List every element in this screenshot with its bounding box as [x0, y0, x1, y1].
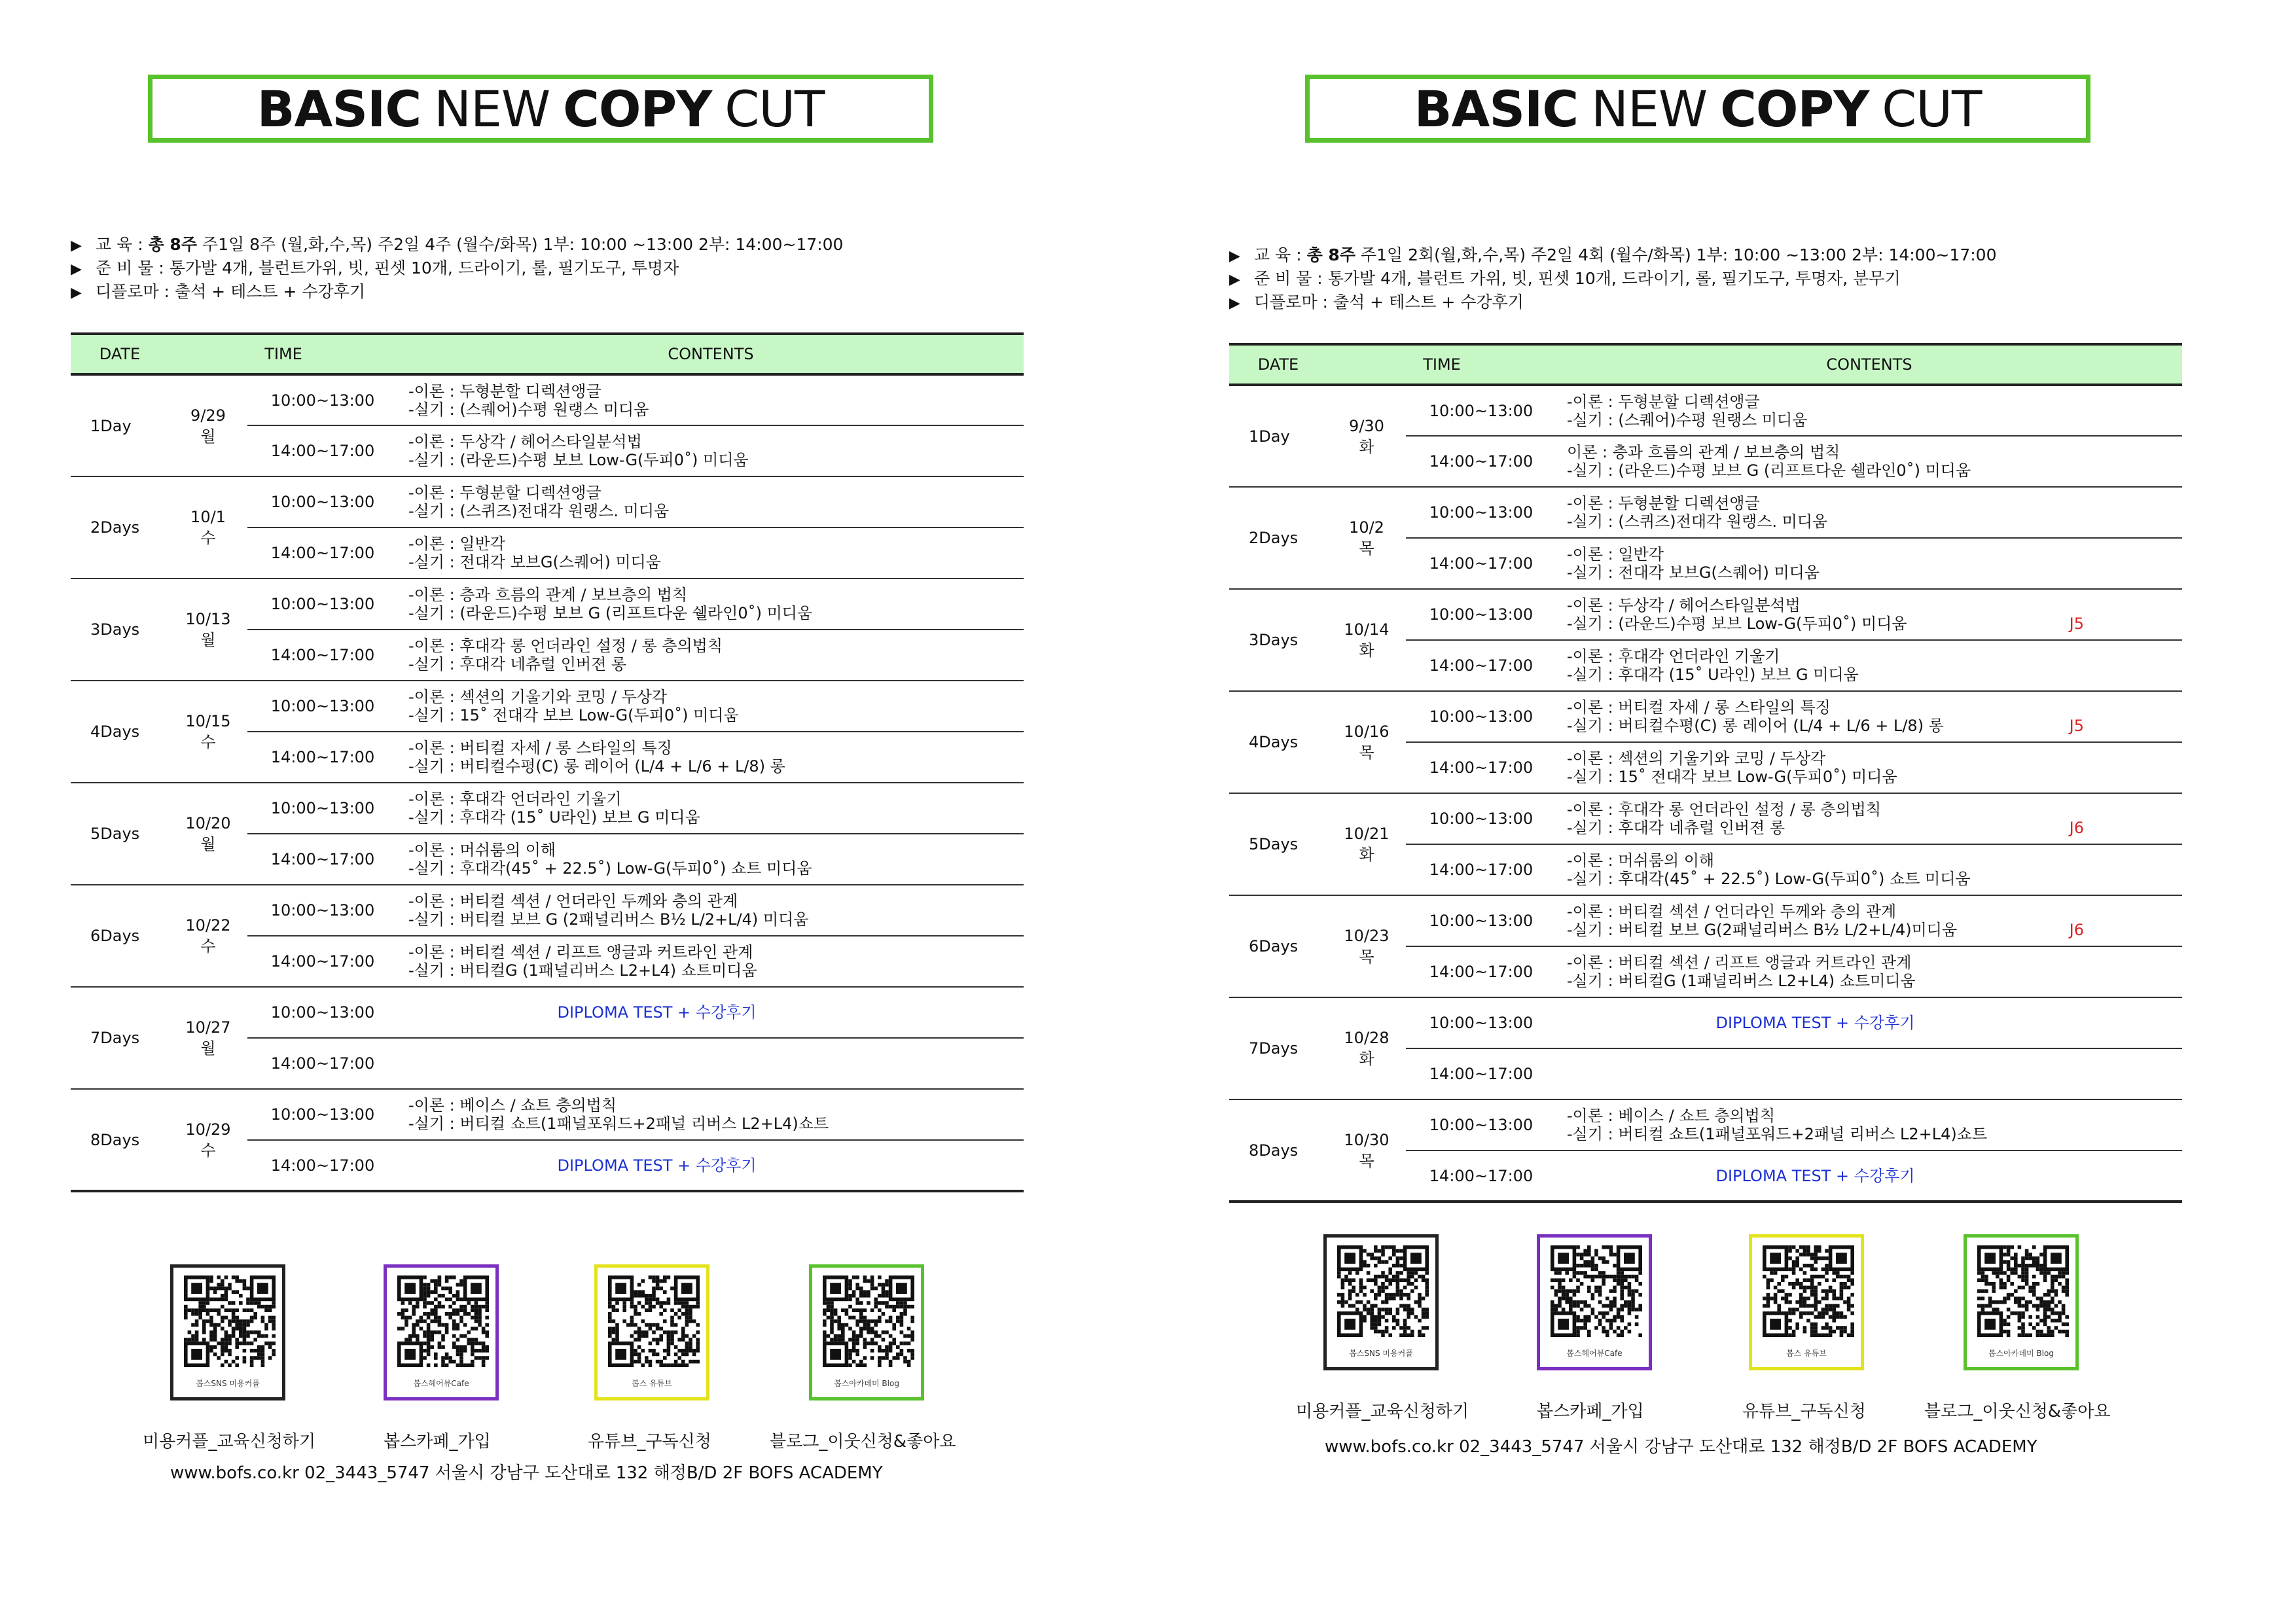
day-date: [169, 987, 247, 1089]
day-date: [169, 681, 247, 783]
weekday: 월: [200, 427, 216, 446]
day-date: [1327, 487, 1406, 589]
session-content: [398, 987, 1024, 1038]
info-line: ▶ 교 육 : 총 8주 주1일 2회(월,화,수,목) 주2일 4회 (월수/화목) 1부: 10:00 ~13:00 2부: 14:00~17:00: [1229, 243, 2211, 267]
session-time: 10:00~13:00: [1406, 691, 1556, 742]
session-content: [1556, 844, 2182, 895]
session-time: 10:00~13:00: [1406, 1099, 1556, 1150]
day-name: 6Days: [1229, 895, 1327, 997]
title-word: BASIC: [1414, 79, 1579, 138]
day-date: [1327, 691, 1406, 793]
content-line: -이론 : 두형분할 디렉션앵글: [408, 382, 601, 401]
day-date: [169, 1089, 247, 1191]
course-info: [71, 233, 1052, 304]
content-line: -이론 : 버티컬 섹션 / 언더라인 두께와 층의 관계: [408, 892, 738, 910]
content-line: -이론 : 일반각: [408, 535, 505, 553]
table-row: [71, 681, 1024, 732]
session-content: [1556, 793, 2182, 844]
session-content: [398, 783, 1024, 834]
header-time: TIME: [1327, 344, 1556, 385]
weekday: 화: [1359, 641, 1374, 660]
info-label: 준 비 물: [96, 259, 154, 277]
session-time: 14:00~17:00: [1406, 538, 1556, 589]
page-title: [1305, 75, 2090, 143]
info-line: ▶ 디플로마 : 출석 + 테스트 + 수강후기: [71, 280, 1052, 304]
content-line: -실기 : (스퀘어)수평 원랭스 미디움: [408, 400, 649, 419]
session-time: 10:00~13:00: [1406, 997, 1556, 1048]
content-line: -이론 : 두형분할 디렉션앵글: [408, 484, 601, 502]
qr-code-card[interactable]: [384, 1264, 499, 1400]
content-line: -실기 : 전대각 보브G(스퀘어) 미디움: [408, 553, 661, 571]
session-content: [1556, 640, 2182, 691]
content-line: -이론 : 섹션의 기울기와 코밍 / 두상각: [408, 688, 668, 706]
session-time: 14:00~17:00: [247, 834, 398, 885]
date-value: 10/14: [1344, 620, 1390, 639]
day-name: 1Day: [1229, 385, 1327, 487]
level-tag: J5: [2069, 615, 2085, 633]
session-content: [398, 1089, 1024, 1140]
title-word: BASIC: [257, 79, 422, 138]
content-line: -이론 : 섹션의 기울기와 코밍 / 두상각: [1567, 749, 1826, 768]
date-value: 10/28: [1344, 1029, 1390, 1047]
qr-caption: 봅스아카데미 Blog: [834, 1379, 899, 1388]
table-row: [1229, 589, 2182, 640]
session-content: [1556, 538, 2182, 589]
weekday: 목: [1359, 743, 1374, 762]
title-word: COPY: [563, 79, 712, 138]
session-content: [398, 834, 1024, 885]
day-date: [169, 885, 247, 987]
content-line: -실기 : 후대각 네츄럴 인버젼 롱: [1567, 819, 1785, 837]
day-name: 2Days: [1229, 487, 1327, 589]
content-line: 이론 : 층과 흐름의 관계 / 보브층의 법칙: [1567, 443, 1840, 461]
day-name: 4Days: [71, 681, 169, 783]
table-row: [1229, 895, 2182, 946]
qr-code-card[interactable]: [594, 1264, 709, 1400]
session-content: [1556, 1150, 2182, 1202]
content-line: -이론 : 두형분할 디렉션앵글: [1567, 494, 1760, 512]
session-time: 10:00~13:00: [1406, 385, 1556, 436]
table-row: [71, 476, 1024, 527]
day-date: [1327, 895, 1406, 997]
date-value: 9/29: [190, 406, 226, 425]
header-time: TIME: [169, 334, 398, 374]
date-value: 10/2: [1349, 518, 1384, 537]
content-line: -실기 : 버티컬G (1패널리버스 L2+L4) 쇼트미디움: [408, 961, 757, 980]
info-label: 교 육: [96, 235, 133, 254]
info-label: 교 육: [1254, 245, 1291, 264]
title-word: NEW: [434, 79, 550, 138]
qr-link-label[interactable]: 블로그_이웃신청&좋아요: [770, 1432, 956, 1452]
qr-code-icon: [608, 1275, 700, 1367]
session-content: [398, 732, 1024, 783]
header-date: DATE: [1229, 344, 1327, 385]
content-line: -이론 : 머쉬룸의 이해: [408, 841, 556, 859]
session-time: 14:00~17:00: [1406, 1150, 1556, 1202]
qr-code-icon: [184, 1275, 276, 1367]
day-name: 1Day: [71, 374, 169, 476]
weekday: 수: [200, 937, 216, 955]
info-bold: 총 8주: [148, 235, 197, 254]
schedule-page-right: [1148, 0, 2296, 1623]
content-line: -실기 : 후대각 (15˚ U라인) 보브 G 미디움: [1567, 666, 1859, 684]
session-content: [398, 630, 1024, 681]
content-line: -실기 : 전대각 보브G(스퀘어) 미디움: [1567, 563, 1820, 582]
table-row: [71, 885, 1024, 936]
weekday: 목: [1359, 1151, 1374, 1170]
qr-link-label[interactable]: 유튜브_구독신청: [588, 1432, 711, 1452]
content-line: -실기 : 버티컬G (1패널리버스 L2+L4) 쇼트미디움: [1567, 972, 1916, 990]
session-time: 10:00~13:00: [247, 374, 398, 425]
session-time: 14:00~17:00: [1406, 436, 1556, 487]
diploma-test-label: DIPLOMA TEST + 수강후기: [557, 1003, 757, 1022]
weekday: 목: [1359, 948, 1374, 966]
session-time: 10:00~13:00: [247, 987, 398, 1038]
content-line: -실기 : (스퀴즈)전대각 원랭스. 미디움: [408, 502, 670, 520]
qr-link-label[interactable]: 미용커플_교육신청하기: [143, 1432, 316, 1452]
date-value: 10/23: [1344, 927, 1390, 945]
day-name: 5Days: [71, 783, 169, 885]
session-content: [1556, 742, 2182, 793]
session-time: 10:00~13:00: [247, 476, 398, 527]
content-line: -실기 : (스퀴즈)전대각 원랭스. 미디움: [1567, 512, 1828, 531]
qr-code-icon: [1763, 1245, 1854, 1337]
level-tag: J6: [2069, 921, 2085, 939]
day-date: [1327, 589, 1406, 691]
content-line: -이론 : 후대각 언더라인 기울기: [1567, 647, 1780, 666]
bullet-arrow-icon: ▶: [1229, 248, 1240, 264]
info-line: ▶ 교 육 : 총 8주 주1일 8주 (월,화,수,목) 주2일 4주 (월수/화목) 1부: 10:00 ~13:00 2부: 14:00~17:00: [71, 233, 1052, 257]
day-date: [169, 374, 247, 476]
day-name: 7Days: [1229, 997, 1327, 1099]
weekday: 화: [1359, 437, 1374, 456]
content-line: -실기 : 버티컬 보브 G(2패널리버스 B½ L/2+L/4)미디움: [1567, 921, 1958, 939]
session-content: [398, 476, 1024, 527]
bullet-arrow-icon: ▶: [71, 285, 82, 301]
session-content: [1556, 487, 2182, 538]
table-row: [1229, 793, 2182, 844]
footer-contact: www.bofs.co.kr 02_3443_5747 서울시 강남구 도산대로 132 해정B/D 2F BOFS ACADEMY: [170, 1463, 883, 1483]
session-content: [1556, 691, 2182, 742]
table-row: [1229, 487, 2182, 538]
weekday: 월: [200, 1039, 216, 1058]
info-text: 출석 + 테스트 + 수강후기: [1333, 293, 1524, 312]
session-time: 10:00~13:00: [247, 681, 398, 732]
content-line: -실기 : 15˚ 전대각 보브 Low-G(두피0˚) 미디움: [1567, 768, 1897, 786]
content-line: -실기 : 후대각(45˚ + 22.5˚) Low-G(두피0˚) 쇼트 미디움: [408, 859, 812, 878]
header-date: DATE: [71, 334, 169, 374]
info-line: ▶ 디플로마 : 출석 + 테스트 + 수강후기: [1229, 291, 2211, 314]
date-value: 10/22: [185, 916, 231, 935]
day-name: 8Days: [71, 1089, 169, 1191]
day-date: [1327, 1099, 1406, 1202]
session-content: [1556, 385, 2182, 436]
session-time: 14:00~17:00: [1406, 946, 1556, 997]
qr-code-card[interactable]: [809, 1264, 924, 1400]
qr-code-icon: [1551, 1245, 1642, 1337]
content-line: -이론 : 후대각 언더라인 기울기: [408, 790, 622, 808]
bullet-arrow-icon: ▶: [71, 238, 82, 254]
course-info: [1229, 243, 2211, 314]
info-text: 통가발 4개, 블런트가위, 빗, 핀셋 10개, 드라이기, 롤, 필기도구, 투명자: [169, 259, 679, 277]
qr-link-label[interactable]: 봅스카페_가입: [1537, 1402, 1644, 1421]
weekday: 화: [1359, 846, 1374, 864]
session-time: 10:00~13:00: [247, 579, 398, 630]
day-name: 5Days: [1229, 793, 1327, 895]
weekday: 월: [200, 835, 216, 853]
qr-code-icon: [1337, 1245, 1429, 1337]
session-time: 14:00~17:00: [1406, 640, 1556, 691]
title-word: NEW: [1591, 79, 1708, 138]
session-time: 10:00~13:00: [247, 1089, 398, 1140]
content-line: -이론 : 두상각 / 헤어스타일분석법: [408, 433, 642, 451]
date-value: 9/30: [1349, 416, 1384, 435]
date-value: 10/16: [1344, 722, 1390, 741]
session-time: 10:00~13:00: [247, 885, 398, 936]
level-tag: J6: [2069, 819, 2085, 837]
day-date: [169, 579, 247, 681]
table-row: [1229, 1099, 2182, 1150]
diploma-test-label: DIPLOMA TEST + 수강후기: [1715, 1014, 1915, 1032]
date-value: 10/29: [185, 1120, 231, 1139]
content-line: -실기 : (라운드)수평 보브 G (리프트다운 쉘라인0˚) 미디움: [1567, 461, 1971, 480]
content-line: -이론 : 두상각 / 헤어스타일분석법: [1567, 596, 1801, 615]
content-line: -실기 : 버티컬수평(C) 롱 레이어 (L/4 + L/6 + L/8) 롱: [1567, 717, 1944, 735]
qr-caption: 봅스 유튜브: [1786, 1349, 1827, 1358]
day-name: 7Days: [71, 987, 169, 1089]
session-content: [1556, 1099, 2182, 1150]
bullet-arrow-icon: ▶: [71, 261, 82, 277]
day-date: [1327, 793, 1406, 895]
session-time: 14:00~17:00: [247, 936, 398, 987]
info-text: 출석 + 테스트 + 수강후기: [174, 282, 365, 301]
content-line: -이론 : 머쉬룸의 이해: [1567, 851, 1715, 870]
schedule-table: [71, 332, 1024, 1192]
header-contents: CONTENTS: [398, 334, 1024, 374]
table-row: [71, 374, 1024, 425]
session-content: [398, 579, 1024, 630]
table-row: [1229, 997, 2182, 1048]
qr-caption: 봅스 유튜브: [632, 1379, 672, 1388]
weekday: 월: [200, 631, 216, 649]
day-date: [169, 476, 247, 579]
day-date: [1327, 385, 1406, 487]
day-name: 4Days: [1229, 691, 1327, 793]
content-line: -이론 : 버티컬 자세 / 롱 스타일의 특징: [408, 739, 672, 757]
day-name: 6Days: [71, 885, 169, 987]
session-content: [398, 425, 1024, 476]
weekday: 수: [200, 1141, 216, 1160]
table-row: [1229, 385, 2182, 436]
bullet-arrow-icon: ▶: [1229, 295, 1240, 312]
session-time: 14:00~17:00: [1406, 742, 1556, 793]
qr-caption: 봅스헤어뷰Cafe: [413, 1379, 469, 1388]
diploma-test-label: DIPLOMA TEST + 수강후기: [1715, 1166, 1915, 1185]
content-line: -이론 : 층과 흐름의 관계 / 보브층의 법칙: [408, 586, 688, 604]
session-time: 10:00~13:00: [247, 783, 398, 834]
weekday: 화: [1359, 1050, 1374, 1068]
content-line: -실기 : 15˚ 전대각 보브 Low-G(두피0˚) 미디움: [408, 706, 739, 724]
level-tag: J5: [2069, 717, 2085, 735]
date-value: 10/15: [185, 712, 231, 730]
content-line: -실기 : 버티컬 보브 G (2패널리버스 B½ L/2+L/4) 미디움: [408, 910, 809, 929]
session-time: 14:00~17:00: [247, 527, 398, 579]
info-text: 주1일 2회(월,화,수,목) 주2일 4회 (월수/화목) 1부: 10:00 ~13:00 2부: 14:00~17:00: [1355, 245, 1997, 264]
schedule-table: [1229, 343, 2182, 1203]
session-content: [1556, 997, 2182, 1048]
day-date: [169, 783, 247, 885]
session-content: [1556, 436, 2182, 487]
qr-code-card[interactable]: [1537, 1234, 1652, 1370]
qr-caption: 봅스아카데미 Blog: [1988, 1349, 2054, 1358]
info-label: 디플로마: [96, 282, 159, 301]
content-line: -실기 : 버티컬 쇼트(1패널포워드+2패널 리버스 L2+L4)쇼트: [1567, 1125, 1988, 1143]
session-content: [1556, 589, 2182, 640]
content-line: -이론 : 후대각 롱 언더라인 설정 / 롱 층의법칙: [408, 637, 723, 655]
session-time: 14:00~17:00: [247, 425, 398, 476]
session-time: 10:00~13:00: [1406, 487, 1556, 538]
content-line: -실기 : 버티컬수평(C) 롱 레이어 (L/4 + L/6 + L/8) 롱: [408, 757, 785, 776]
session-time: 14:00~17:00: [1406, 844, 1556, 895]
content-line: -실기 : (스퀘어)수평 원랭스 미디움: [1567, 410, 1808, 429]
table-row: [1229, 691, 2182, 742]
qr-link-label[interactable]: 봅스카페_가입: [384, 1432, 491, 1452]
content-line: -이론 : 베이스 / 쇼트 층의법칙: [1567, 1107, 1776, 1125]
table-row: [71, 579, 1024, 630]
session-time: 14:00~17:00: [247, 630, 398, 681]
content-line: -이론 : 일반각: [1567, 545, 1664, 563]
title-word: CUT: [725, 79, 825, 138]
info-label: 디플로마: [1254, 293, 1318, 312]
qr-code-card[interactable]: [1749, 1234, 1864, 1370]
date-value: 10/1: [190, 508, 226, 526]
footer-contact: www.bofs.co.kr 02_3443_5747 서울시 강남구 도산대로 132 해정B/D 2F BOFS ACADEMY: [1325, 1437, 2037, 1457]
info-bold: 총 8주: [1306, 245, 1355, 264]
session-time: 10:00~13:00: [1406, 793, 1556, 844]
qr-code-icon: [397, 1275, 489, 1367]
qr-code-card[interactable]: [1964, 1234, 2079, 1370]
qr-code-icon: [1977, 1245, 2069, 1337]
header-contents: CONTENTS: [1556, 344, 2182, 385]
qr-caption: 봅스SNS 미용커플: [196, 1379, 260, 1388]
qr-code-card[interactable]: [1323, 1234, 1439, 1370]
qr-code-icon: [823, 1275, 914, 1367]
content-line: -실기 : 후대각 네츄럴 인버젼 롱: [408, 655, 627, 673]
session-time: 14:00~17:00: [247, 732, 398, 783]
qr-link-label[interactable]: 블로그_이웃신청&좋아요: [1924, 1402, 2111, 1421]
title-word: CUT: [1882, 79, 1982, 138]
content-line: -실기 : 버티컬 쇼트(1패널포워드+2패널 리버스 L2+L4)쇼트: [408, 1115, 829, 1133]
content-line: -이론 : 버티컬 섹션 / 언더라인 두께와 층의 관계: [1567, 902, 1897, 921]
content-line: -이론 : 버티컬 섹션 / 리프트 앵글과 커트라인 관계: [1567, 954, 1912, 972]
page-title: [148, 75, 933, 143]
info-label: 준 비 물: [1254, 269, 1312, 288]
session-content: [398, 885, 1024, 936]
session-time: 14:00~17:00: [247, 1140, 398, 1191]
date-value: 10/30: [1344, 1130, 1390, 1149]
content-line: -실기 : 후대각 (15˚ U라인) 보브 G 미디움: [408, 808, 700, 827]
info-line: ▶ 준 비 물 : 통가발 4개, 블런트 가위, 빗, 핀셋 10개, 드라이기, 롤, 필기도구, 투명자, 분무기: [1229, 267, 2211, 291]
content-line: -이론 : 후대각 롱 언더라인 설정 / 롱 층의법칙: [1567, 800, 1882, 819]
session-time: 10:00~13:00: [1406, 589, 1556, 640]
table-row: [71, 987, 1024, 1038]
session-content: [398, 374, 1024, 425]
date-value: 10/21: [1344, 825, 1390, 843]
day-name: 3Days: [1229, 589, 1327, 691]
session-time: 10:00~13:00: [1406, 895, 1556, 946]
title-word: COPY: [1720, 79, 1869, 138]
info-text: 통가발 4개, 블런트 가위, 빗, 핀셋 10개, 드라이기, 롤, 필기도구, 투명자, 분무기: [1327, 269, 1901, 288]
content-line: -이론 : 두형분할 디렉션앵글: [1567, 392, 1760, 411]
content-line: -이론 : 버티컬 섹션 / 리프트 앵글과 커트라인 관계: [408, 943, 753, 961]
session-content: [1556, 946, 2182, 997]
content-line: -이론 : 베이스 / 쇼트 층의법칙: [408, 1096, 617, 1115]
content-line: -이론 : 버티컬 자세 / 롱 스타일의 특징: [1567, 698, 1831, 717]
content-line: -실기 : (라운드)수평 보브 Low-G(두피0˚) 미디움: [1567, 615, 1907, 633]
session-content: [398, 1140, 1024, 1191]
info-text: 주1일 8주 (월,화,수,목) 주2일 4주 (월수/화목) 1부: 10:00 ~13:00 2부: 14:00~17:00: [196, 235, 844, 254]
qr-link-label[interactable]: 유튜브_구독신청: [1742, 1402, 1866, 1421]
content-line: -실기 : (라운드)수평 보브 Low-G(두피0˚) 미디움: [408, 451, 749, 469]
content-line: -실기 : 후대각(45˚ + 22.5˚) Low-G(두피0˚) 쇼트 미디움: [1567, 870, 1971, 888]
date-value: 10/20: [185, 814, 231, 832]
session-content: [398, 1038, 1024, 1089]
session-time: 14:00~17:00: [1406, 1048, 1556, 1099]
qr-code-card[interactable]: [170, 1264, 285, 1400]
bullet-arrow-icon: ▶: [1229, 272, 1240, 288]
content-line: -실기 : (라운드)수평 보브 G (리프트다운 쉘라인0˚) 미디움: [408, 604, 813, 622]
day-name: 8Days: [1229, 1099, 1327, 1202]
qr-caption: 봅스헤어뷰Cafe: [1566, 1349, 1623, 1358]
table-row: [71, 783, 1024, 834]
weekday: 수: [200, 733, 216, 751]
day-name: 3Days: [71, 579, 169, 681]
session-time: 14:00~17:00: [247, 1038, 398, 1089]
weekday: 수: [200, 529, 216, 547]
date-value: 10/13: [185, 610, 231, 628]
session-content: [398, 681, 1024, 732]
table-row: [71, 1089, 1024, 1140]
info-line: ▶ 준 비 물 : 통가발 4개, 블런트가위, 빗, 핀셋 10개, 드라이기, 롤, 필기도구, 투명자: [71, 257, 1052, 280]
session-content: [398, 527, 1024, 579]
day-name: 2Days: [71, 476, 169, 579]
session-content: [398, 936, 1024, 987]
session-content: [1556, 1048, 2182, 1099]
weekday: 목: [1359, 539, 1374, 558]
diploma-test-label: DIPLOMA TEST + 수강후기: [557, 1156, 757, 1175]
session-content: [1556, 895, 2182, 946]
date-value: 10/27: [185, 1018, 231, 1037]
qr-caption: 봅스SNS 미용커플: [1349, 1349, 1413, 1358]
day-date: [1327, 997, 1406, 1099]
qr-link-label[interactable]: 미용커플_교육신청하기: [1296, 1402, 1469, 1421]
